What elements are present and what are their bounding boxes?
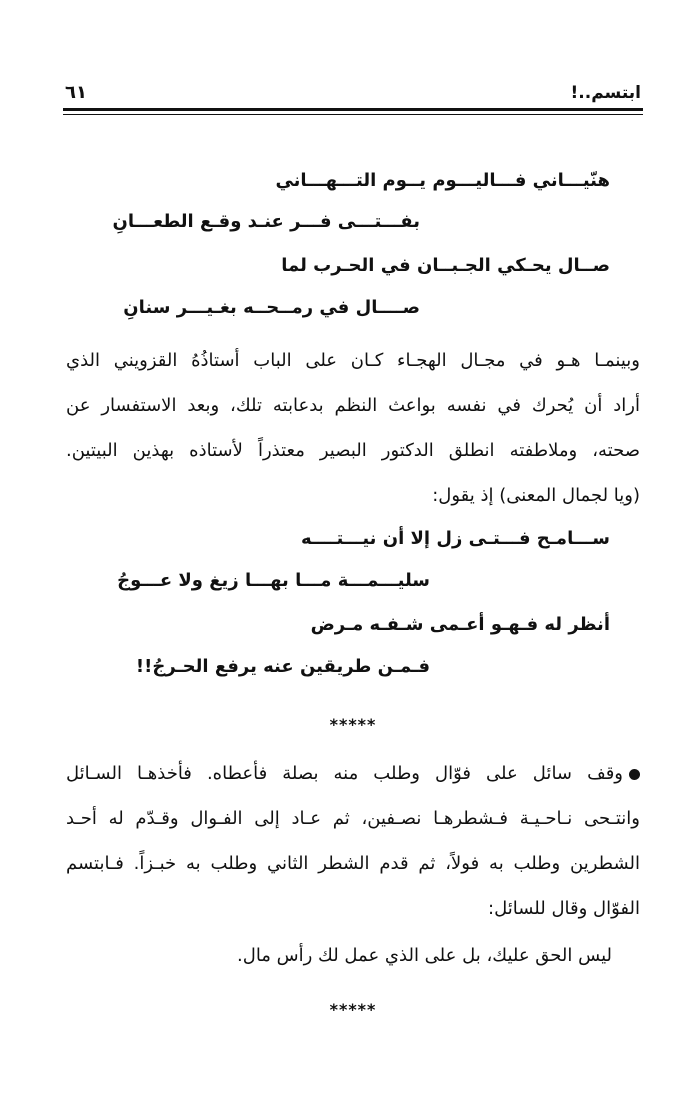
paragraph2-line-3: الشطرين وطلب به فولاً، ثم قدم الشطر الثاني وطلب به خبـزاً. فـابتسم [66, 853, 640, 874]
poem1-line-3: صــال يحـكي الجـبــان في الحـرب لما [281, 255, 610, 276]
header-rule-thin [63, 114, 643, 115]
section-separator: ***** [329, 715, 377, 734]
paragraph2-line-4: الفوّال وقال للسائل: [488, 898, 640, 919]
poem1-line-1: هنّيـــاني فـــاليـــوم يــوم التـــهـــاني [275, 170, 610, 191]
page-header [63, 80, 643, 106]
poem2-line-3: أنظر له فـهـو أعـمى شـفـه مـرض [310, 614, 610, 635]
poem1-line-2: بفـــتـــى فـــر عنـد وقـع الطعـــانِ [112, 211, 420, 232]
poem2-line-4: فـمـن طريقين عنه يرفع الحـرجُ!! [135, 656, 430, 677]
running-title: ابتسم..! [570, 83, 641, 103]
paragraph2-line-2: وانتـحى نـاحـيـة فـشطرهـا نصـفين، ثم عـاد إلى الفـوال وقـدّم له أحـد [66, 808, 640, 829]
poem2-line-1: ســـامـح فـــتـى زل إلا أن نيـــتــــه [301, 528, 610, 549]
paragraph1-line-2: أراد أن يُحرك في نفسه بواعث النظم بدعابته تلك، وبعد الاستفسار عن [66, 395, 640, 416]
poem2-line-2: سليـــمـــة مـــا بهـــا زيغ ولا عـــوجُ [117, 570, 430, 591]
section-separator: ***** [329, 1000, 377, 1019]
header-rule-thick [63, 108, 643, 111]
page-number: ٦١ [65, 82, 87, 103]
paragraph3: ليس الحق عليك، بل على الذي عمل لك رأس مال. [237, 945, 612, 966]
bullet-icon [629, 769, 640, 780]
paragraph1-line-4: (ويا لجمال المعنى) إذ يقول: [432, 485, 640, 506]
paragraph1-line-1: وبينمـا هـو في مجـال الهجـاء كـان على الباب أستاذُهُ القزويني الذي [66, 350, 640, 371]
poem1-line-4: صــــال في رمــحــه بغـيـــر سنانِ [123, 297, 420, 318]
paragraph1-line-3: صحته، وملاطفته انطلق الدكتور البصير معتذراً لأستاذه بهذين البيتين. [66, 440, 640, 461]
paragraph2-line-1 [66, 763, 640, 784]
paragraph2-line-1-text: وقف سائل على فوّال وطلب منه بصلة فأعطاه. فأخذهـا السـائل [66, 763, 623, 784]
